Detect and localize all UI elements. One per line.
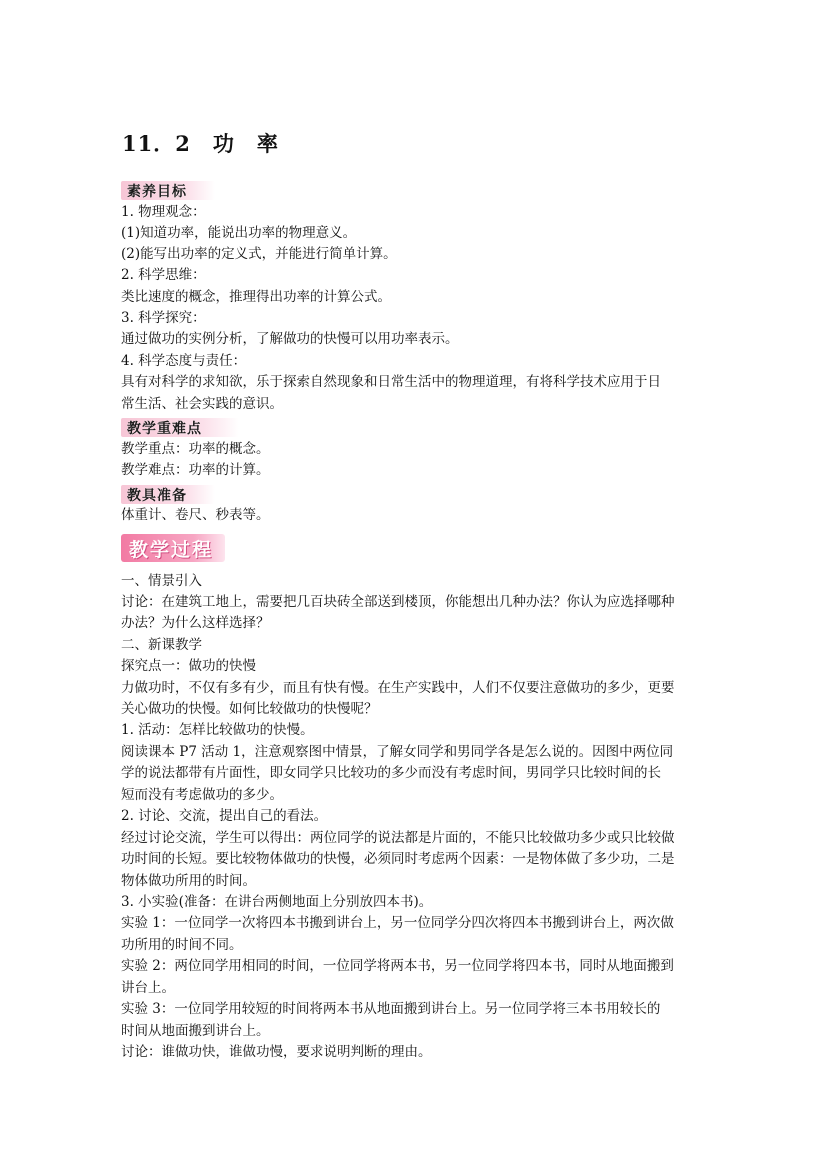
text-line: 体重计、卷尺、秒表等。	[121, 507, 270, 523]
text-line: 类比速度的概念，推理得出功率的计算公式。	[121, 289, 391, 305]
text-line: 经过讨论交流，学生可以得出：两位同学的说法都是片面的，不能只比较做功多少或只比较做	[121, 830, 675, 846]
section-badge-tools	[121, 485, 215, 504]
text-line: (1)知道功率，能说出功率的物理意义。	[121, 225, 357, 241]
page-title: 11．2 功 率	[122, 131, 279, 156]
section-badge-goals	[121, 181, 215, 200]
text-line: 讲台上。	[121, 980, 175, 996]
text-line: 实验 2：两位同学用相同的时间，一位同学将两本书，另一位同学将四本书，同时从地面搬到	[121, 958, 674, 974]
text-line: 功时间的长短。要比较物体做功的快慢，必须同时考虑两个因素：一是物体做了多少功，二是	[121, 851, 675, 867]
text-line: 短而没有考虑做功的多少。	[121, 787, 283, 803]
text-line: 4. 科学态度与责任：	[121, 353, 247, 369]
text-line: 时间从地面搬到讲台上。	[121, 1023, 270, 1039]
text-line: 讨论：谁做功快，谁做功慢，要求说明判断的理由。	[121, 1044, 432, 1060]
text-line: 通过做功的实例分析，了解做功的快慢可以用功率表示。	[121, 331, 459, 347]
text-line: 1. 物理观念：	[121, 204, 206, 220]
text-line: 实验 1：一位同学一次将四本书搬到讲台上，另一位同学分四次将四本书搬到讲台上，两次做	[121, 915, 674, 931]
text-line: 功所用的时间不同。	[121, 937, 243, 953]
text-line: 3. 科学探究：	[121, 310, 206, 326]
text-line: 3. 小实验(准备：在讲台两侧地面上分别放四本书)。	[121, 894, 433, 910]
text-line: 学的说法都带有片面性，即女同学只比较功的多少而没有考虑时间，男同学只比较时间的长	[121, 765, 661, 781]
text-line: 物体做功所用的时间。	[121, 873, 256, 889]
section-badge-tools-label: 教具准备	[127, 487, 187, 504]
section-badge-process	[121, 534, 225, 562]
text-line: 关心做功的快慢。如何比较做功的快慢呢？	[121, 701, 378, 717]
section-badge-key-points	[121, 418, 239, 437]
section-badge-goals-label: 素养目标	[127, 183, 187, 200]
text-line: 常生活、社会实践的意识。	[121, 396, 283, 412]
section-badge-process-label: 教学过程	[129, 538, 214, 561]
text-line: 讨论：在建筑工地上，需要把几百块砖全部送到楼顶，你能想出几种办法？你认为应选择哪种	[121, 594, 675, 610]
text-line: 具有对科学的求知欲，乐于探索自然现象和日常生活中的物理道理，有将科学技术应用于日	[121, 374, 661, 390]
text-line: 2. 科学思维：	[121, 267, 206, 283]
text-line: 阅读课本 P7 活动 1，注意观察图中情景，了解女同学和男同学各是怎么说的。因图中两位同	[121, 744, 674, 760]
text-line: 探究点一：做功的快慢	[121, 658, 256, 674]
text-line: 二、新课教学	[121, 637, 202, 653]
text-line: (2)能写出功率的定义式，并能进行简单计算。	[121, 246, 397, 262]
section-badge-key-points-label: 教学重难点	[127, 420, 202, 437]
text-line: 教学难点：功率的计算。	[121, 462, 270, 478]
text-line: 教学重点：功率的概念。	[121, 441, 270, 457]
text-line: 2. 讨论、交流，提出自己的看法。	[121, 808, 328, 824]
text-line: 实验 3：一位同学用较短的时间将两本书从地面搬到讲台上。另一位同学将三本书用较长的	[121, 1001, 661, 1017]
text-line: 1. 活动：怎样比较做功的快慢。	[121, 722, 314, 738]
text-line: 一、情景引入	[121, 573, 202, 589]
text-line: 力做功时，不仅有多有少，而且有快有慢。在生产实践中，人们不仅要注意做功的多少，更要	[121, 680, 675, 696]
text-line: 办法？为什么这样选择？	[121, 615, 270, 631]
